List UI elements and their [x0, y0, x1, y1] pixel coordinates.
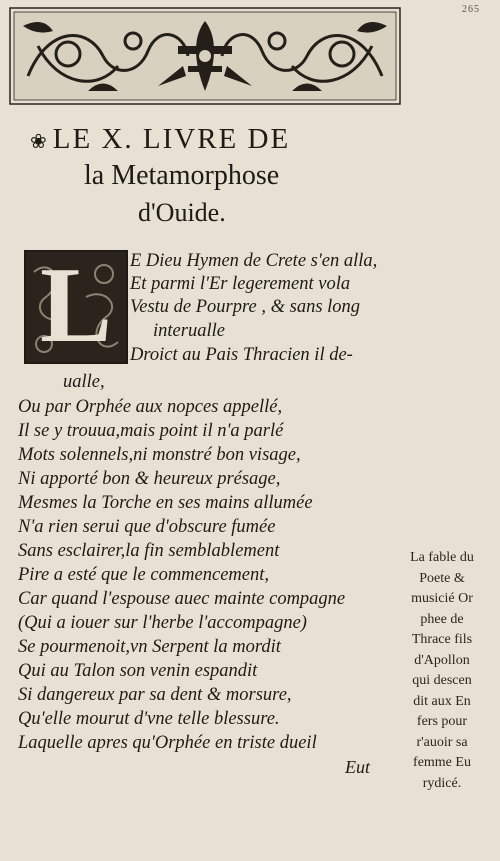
verse-line: Qui au Talon son venin espandit	[18, 661, 258, 681]
verse-line: Sans esclairer,la fin semblablement	[18, 541, 280, 561]
verse-line: Vestu de Pourpre , & sans long	[130, 297, 361, 317]
title-author: d'Ouide.	[138, 198, 226, 227]
verse-line: Car quand l'espouse auec mainte compagne	[18, 589, 346, 609]
margin-note-line: La fable du	[410, 550, 474, 565]
verse-line: Et parmi l'Er legerement vola	[130, 274, 351, 294]
verse-line: Si dangereux par sa dent & morsure,	[18, 685, 292, 705]
margin-note-line: qui descen	[412, 673, 472, 688]
verse-line: Droict au Pais Thracien il de-	[130, 345, 353, 365]
margin-note-line: Thrace fils	[411, 632, 473, 647]
margin-note-line: phee de	[420, 611, 464, 627]
margin-note-line: rydicé.	[422, 775, 462, 791]
margin-note	[392, 548, 492, 794]
margin-note-line: Poete &	[419, 570, 465, 586]
verse-line: N'a rien serui que d'obscure fumée	[18, 517, 276, 537]
verse-line: Ou par Orphée aux nopces appellé,	[18, 397, 283, 417]
verse-line: (Qui a iouer sur l'herbe l'accompagne)	[18, 613, 307, 633]
chapter-title: ❀ LE X. LIVRE DE	[30, 123, 291, 155]
verse-line: ualle,	[63, 372, 105, 392]
verse-line: Laquelle apres qu'Orphée en triste dueil	[18, 733, 317, 753]
verse-line: E Dieu Hymen de Crete s'en alla,	[130, 251, 378, 271]
verse-line: Mots solennels,ni monstré bon visage,	[18, 445, 301, 465]
margin-note-line: fers pour	[416, 714, 468, 729]
verse-line: Se pourmenoit,vn Serpent la mordit	[18, 637, 281, 657]
margin-note-line: d'Apollon	[414, 652, 470, 668]
margin-note-line: r'auoir sa	[416, 734, 468, 750]
fleuron-icon: ❀	[30, 131, 49, 153]
verse-line: interualle	[153, 321, 225, 341]
title-subline: la Metamorphose	[84, 160, 280, 191]
margin-note-line: femme Eu	[413, 755, 471, 770]
verse-line: Ni apporté bon & heureux présage,	[18, 469, 281, 489]
verse-line: Il se y trouua,mais point il n'a parlé	[18, 421, 284, 441]
decorated-initial	[24, 250, 128, 364]
page-number: 265	[462, 4, 480, 15]
verse-line: Qu'elle mourut d'vne telle blessure.	[18, 709, 280, 729]
verse-line: Mesmes la Torche en ses mains allumée	[18, 493, 313, 513]
margin-note-line: dit aux En	[413, 693, 471, 709]
headpiece-ornament	[8, 6, 402, 106]
initial-letter: L	[39, 250, 113, 364]
margin-note-line: musicié Or	[411, 591, 473, 606]
catchword: Eut	[345, 757, 370, 777]
verse-line: Pire a esté que le commencement,	[18, 565, 270, 585]
